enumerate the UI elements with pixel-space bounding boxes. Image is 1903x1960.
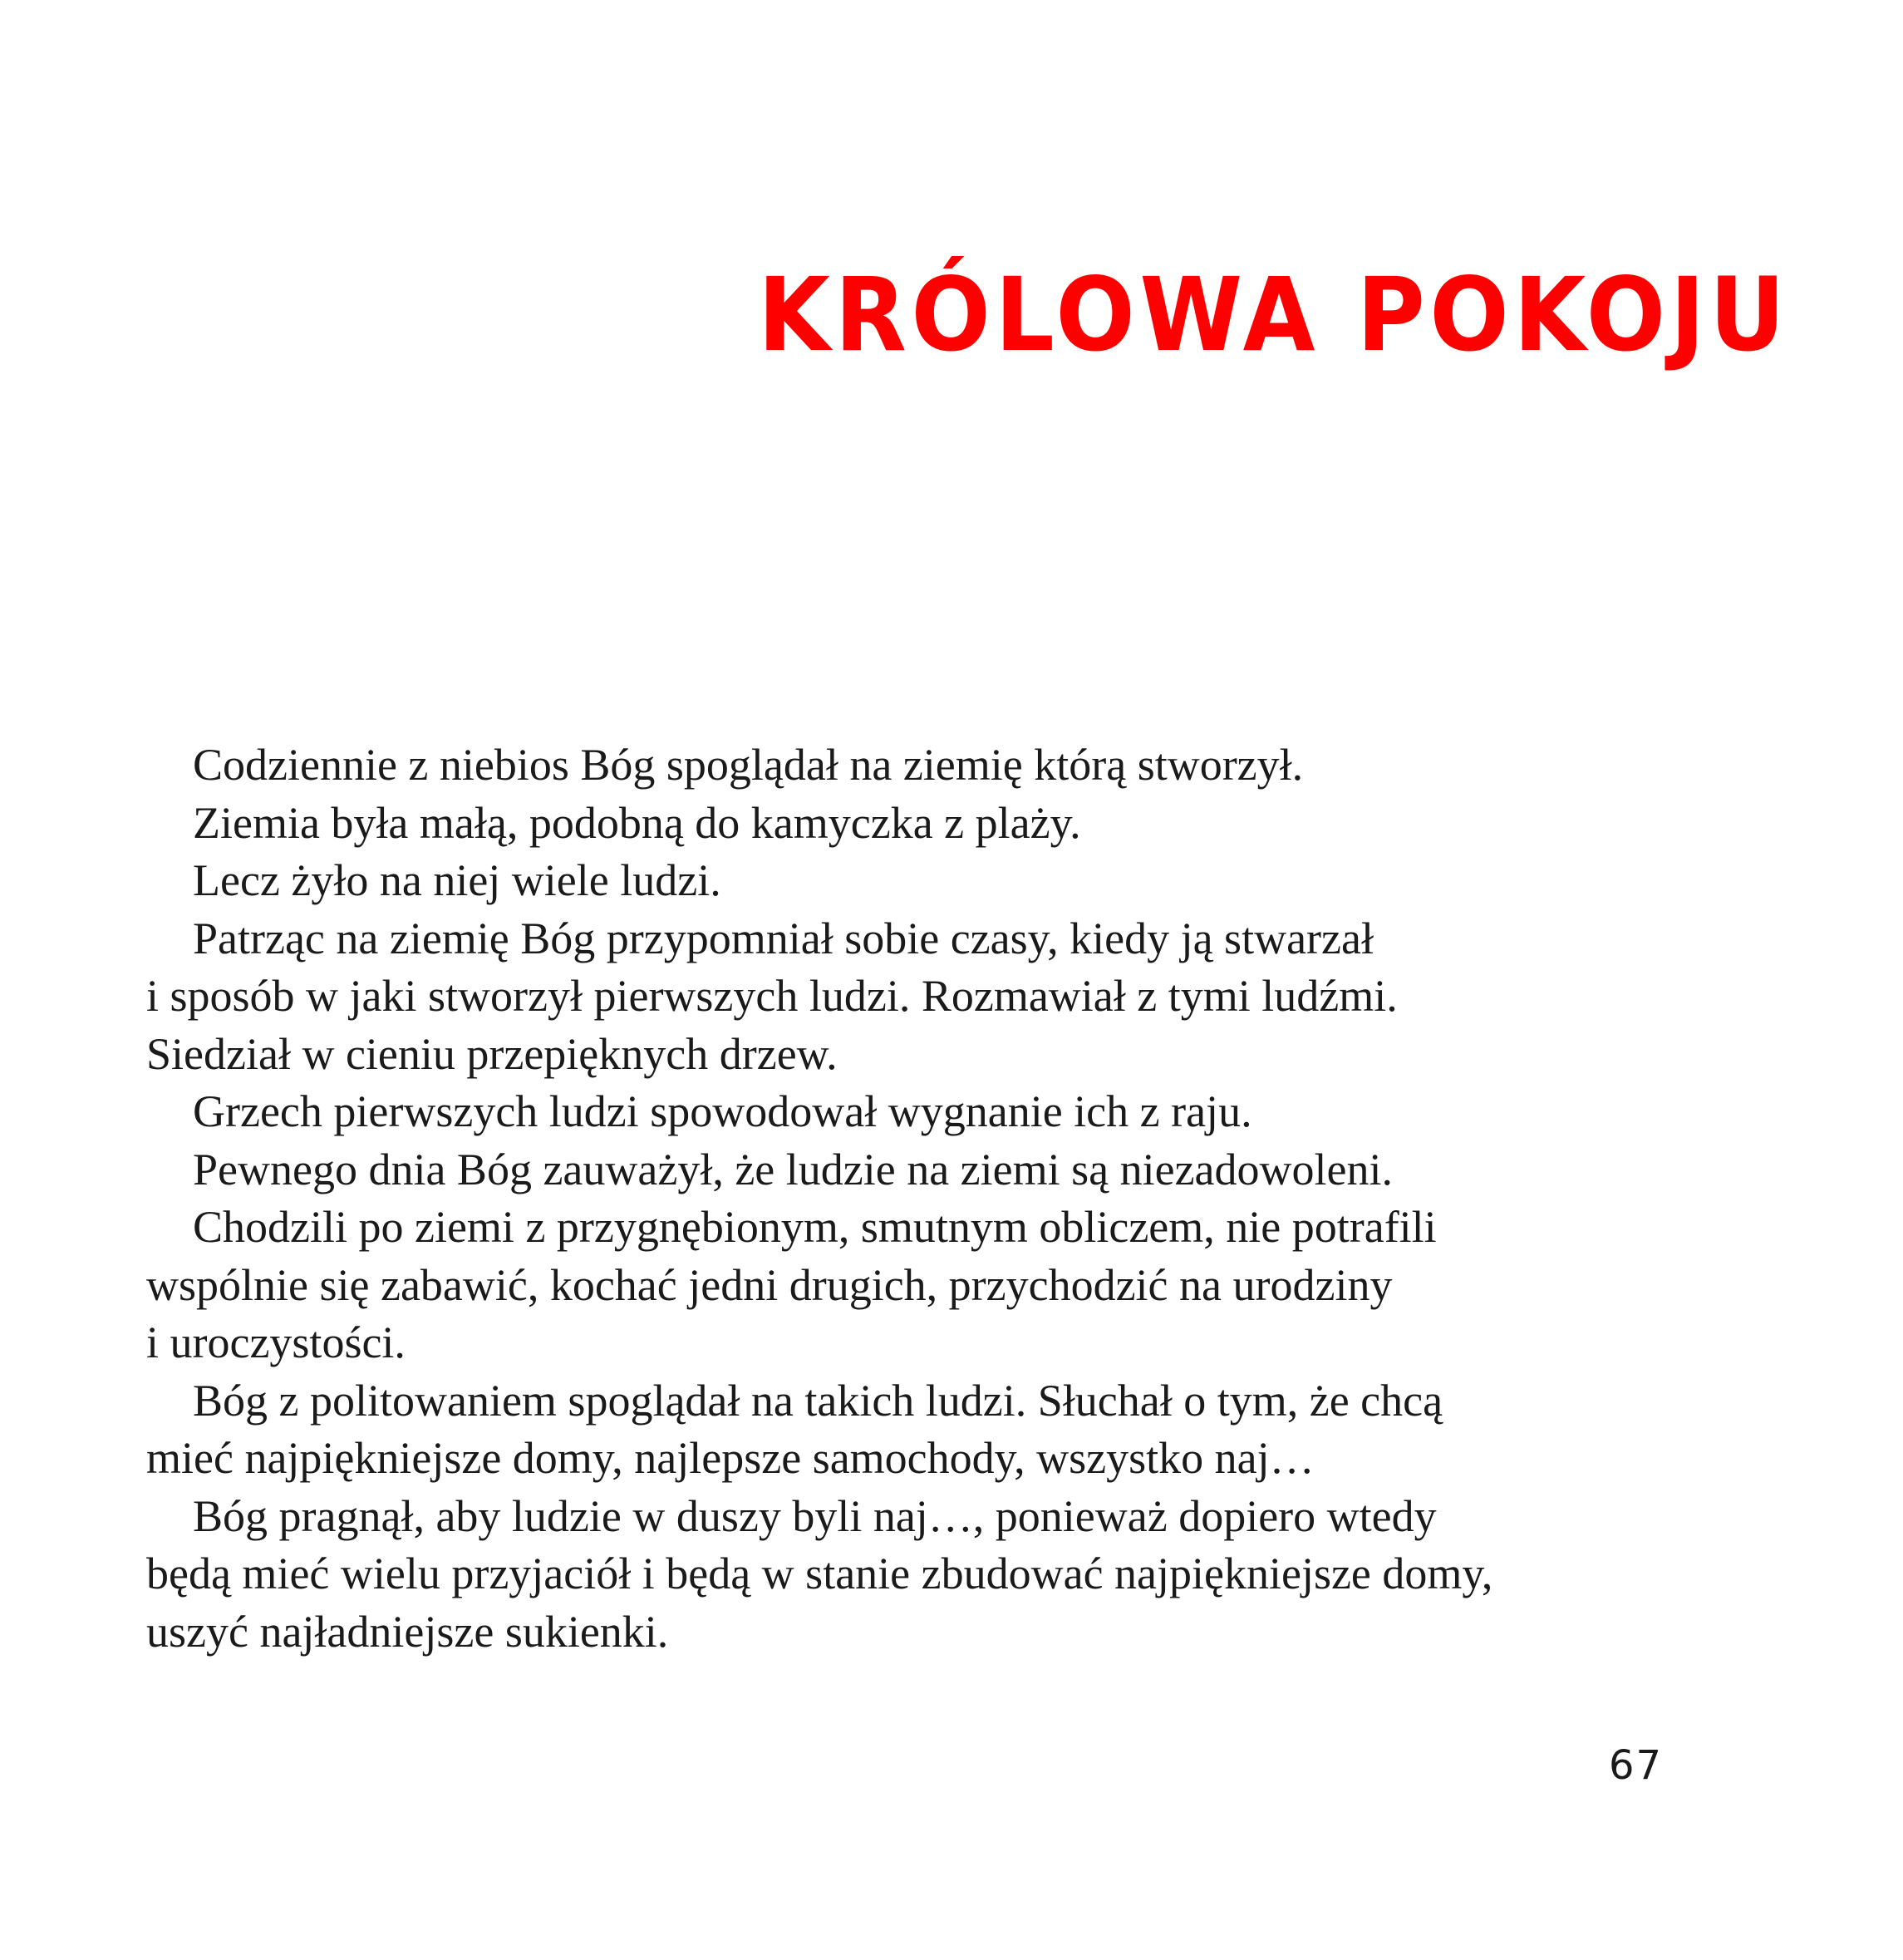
text-line: Lecz żyło na niej wiele ludzi. <box>193 855 721 905</box>
text-line: Pewnego dnia Bóg zauważył, że ludzie na ziemi są niezadowoleni. <box>193 1144 1393 1194</box>
text-line: Codziennie z niebios Bóg spoglądał na ziemię którą stworzył. <box>193 740 1304 790</box>
text-line: Siedział w cieniu przepięknych drzew. <box>146 1028 838 1079</box>
text-line: Bóg pragnął, aby ludzie w duszy byli naj…, ponieważ dopiero wtedy <box>193 1490 1437 1541</box>
text-line: będą mieć wielu przyjaciół i będą w stanie zbudować najpiękniejsze domy, <box>146 1549 1493 1598</box>
text-line: wspólnie się zabawić, kochać jedni drugich, przychodzić na urodziny <box>146 1259 1393 1310</box>
story-text <box>146 736 1692 1661</box>
text-line: Ziemia była małą, podobną do kamyczka z plaży. <box>193 797 1081 848</box>
text-line: i uroczystości. <box>146 1317 406 1367</box>
text-line: Chodzili po ziemi z przygnębionym, smutnym obliczem, nie potrafili <box>193 1202 1437 1252</box>
text-line: uszyć najładniejsze sukienki. <box>146 1606 669 1657</box>
page-number: 67 <box>1609 1742 1664 1789</box>
text-line: i sposób w jaki stworzył pierwszych ludzi. Rozmawiał z tymi ludźmi. <box>146 971 1398 1021</box>
chapter-title: KRÓLOWA POKOJU <box>758 256 1790 374</box>
text-line: mieć najpiękniejsze domy, najlepsze samochody, wszystko naj… <box>146 1433 1315 1483</box>
text-line: Grzech pierwszych ludzi spowodował wygnanie ich z raju. <box>193 1086 1252 1136</box>
text-line: Patrząc na ziemię Bóg przypomniał sobie czasy, kiedy ją stwarzał <box>193 913 1374 963</box>
text-line: Bóg z politowaniem spoglądał na takich ludzi. Słuchał o tym, że chcą <box>193 1375 1443 1426</box>
